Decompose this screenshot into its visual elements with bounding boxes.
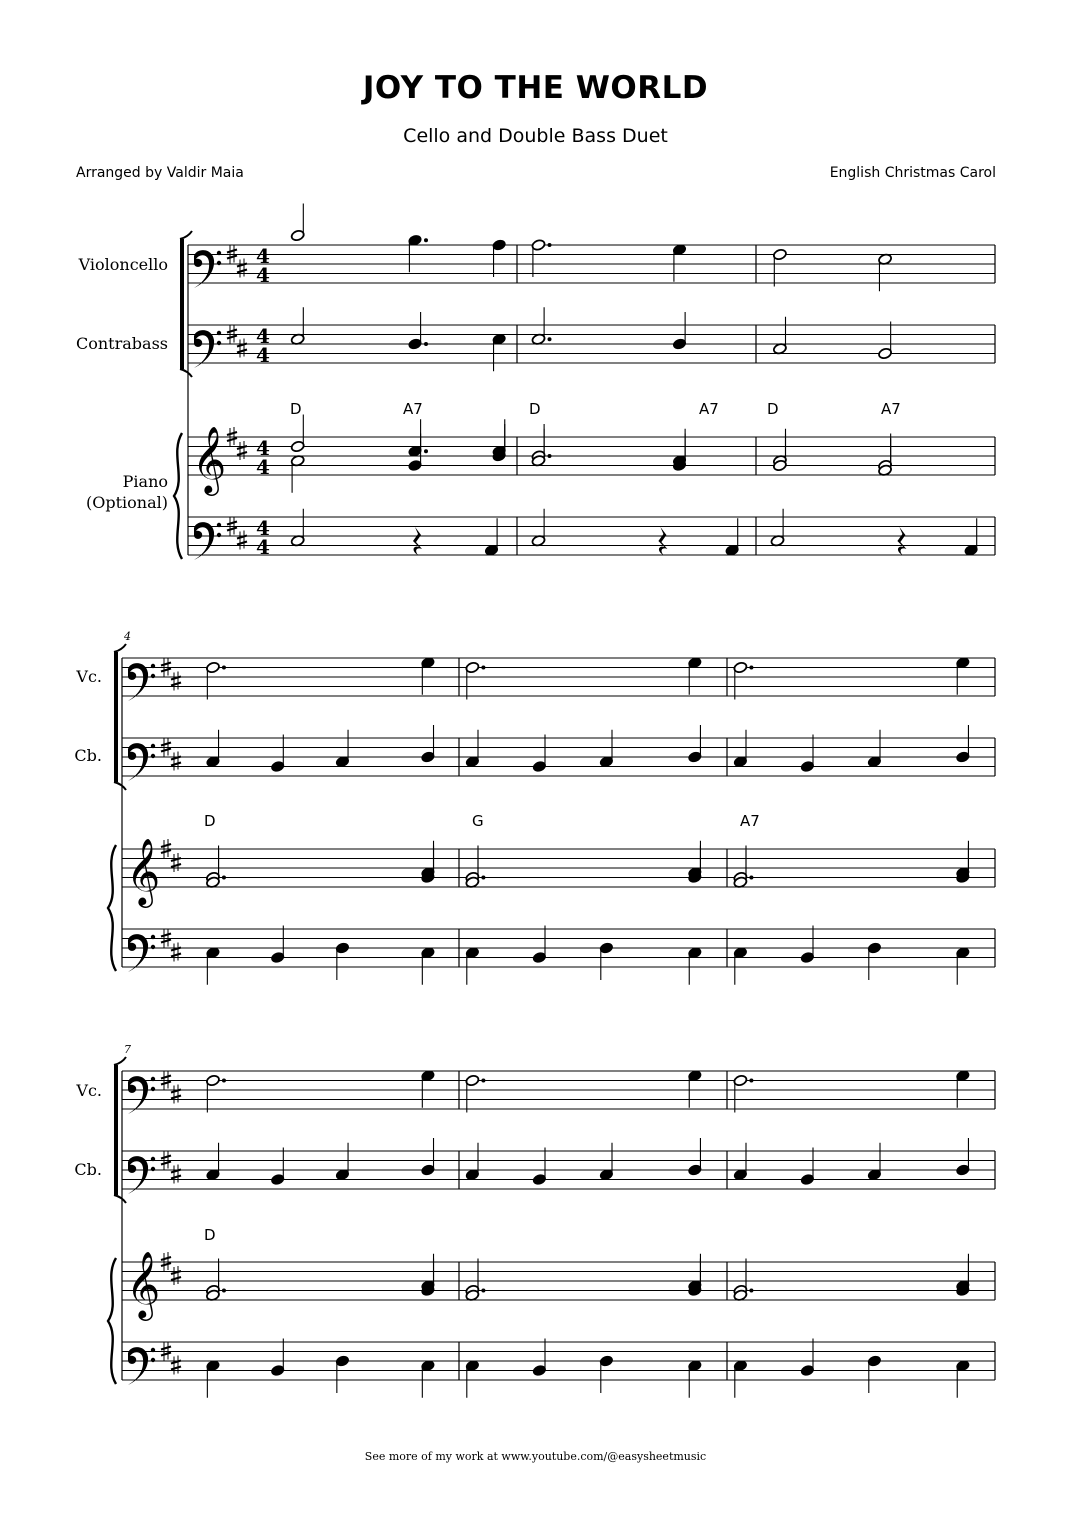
- time-signature: 4: [256, 436, 270, 460]
- note-dot: [481, 666, 485, 670]
- sharp-icon: [227, 250, 237, 253]
- bass-clef-icon: [128, 1347, 148, 1385]
- arranger-credit: Arranged by Valdir Maia: [76, 165, 244, 181]
- note-dot: [481, 1289, 485, 1293]
- sharp-icon: [161, 669, 171, 672]
- bass-clef-icon: [151, 1157, 155, 1161]
- sharp-icon: [161, 844, 171, 847]
- chord-symbol: D: [529, 400, 541, 418]
- sharp-icon: [237, 542, 247, 545]
- sharp-icon: [161, 663, 171, 666]
- measure-number: 7: [124, 1043, 131, 1056]
- sharp-icon: [161, 1263, 171, 1266]
- quarter-rest-icon: [897, 527, 906, 555]
- note-dot: [548, 454, 552, 458]
- sharp-icon: [227, 330, 237, 333]
- bass-clef-icon: [194, 330, 214, 368]
- sharp-icon: [161, 934, 171, 937]
- treble-clef-icon: 𝄞: [126, 837, 161, 905]
- instrument-label-vc: Vc.: [76, 667, 102, 686]
- bass-clef-icon: [128, 743, 148, 781]
- treble-clef-icon: 𝄞: [126, 1250, 161, 1318]
- chord-symbol: A7: [740, 812, 760, 830]
- system-bracket: [180, 369, 192, 377]
- bass-clef-icon: [217, 533, 221, 537]
- chord-symbol: A7: [881, 400, 901, 418]
- sharp-icon: [237, 452, 247, 455]
- sharp-icon: [171, 763, 181, 766]
- time-signature: 4: [256, 324, 270, 348]
- bass-clef-icon: [217, 331, 221, 335]
- note-dot: [749, 1079, 753, 1083]
- time-signature: 4: [256, 343, 270, 367]
- notation: [108, 204, 995, 1398]
- bass-clef-icon: [151, 1167, 155, 1171]
- note-dot: [749, 666, 753, 670]
- system-bracket: [114, 782, 126, 790]
- note-dot: [548, 337, 552, 341]
- footer-link-text: See more of my work at www.youtube.com/@easysheetmusic: [364, 1450, 707, 1463]
- time-signature: 4: [256, 244, 270, 268]
- piano-brace: [108, 845, 116, 971]
- bass-clef-icon: [194, 250, 214, 288]
- chord-symbol: D: [204, 1226, 216, 1244]
- measure-number: 4: [124, 630, 131, 643]
- sharp-icon: [161, 1082, 171, 1085]
- sharp-icon: [227, 522, 237, 525]
- piano-brace: [174, 433, 182, 559]
- time-signature: 4: [256, 516, 270, 540]
- instrument-label-contrabass: Contrabass: [76, 334, 168, 353]
- bass-clef-icon: [128, 663, 148, 701]
- sharp-icon: [161, 940, 171, 943]
- sharp-icon: [161, 1162, 171, 1165]
- page-subtitle: Cello and Double Bass Duet: [403, 125, 668, 147]
- instrument-label-cb: Cb.: [74, 746, 102, 765]
- system-bracket: [114, 652, 118, 782]
- system-bracket: [180, 231, 192, 239]
- note-dot: [222, 876, 226, 880]
- instrument-label-piano-optional: (Optional): [86, 493, 168, 512]
- bass-clef-icon: [217, 341, 221, 345]
- note-dot: [481, 1079, 485, 1083]
- sharp-icon: [227, 528, 237, 531]
- bass-clef-icon: [217, 523, 221, 527]
- sharp-icon: [161, 850, 171, 853]
- sharp-icon: [161, 743, 171, 746]
- system-bracket: [114, 1195, 126, 1203]
- instrument-label-vc: Vc.: [76, 1081, 102, 1100]
- sharp-icon: [227, 256, 237, 259]
- sharp-icon: [171, 683, 181, 686]
- system-bracket: [114, 644, 126, 652]
- time-signature: 4: [256, 263, 270, 287]
- bass-clef-icon: [151, 674, 155, 678]
- instrument-label-violoncello: Violoncello: [78, 255, 168, 274]
- instrument-label-cb: Cb.: [74, 1160, 102, 1179]
- sharp-icon: [161, 1257, 171, 1260]
- quarter-rest-icon: [413, 527, 422, 555]
- bass-clef-icon: [128, 1156, 148, 1194]
- note-dot: [548, 243, 552, 247]
- sharp-icon: [161, 1156, 171, 1159]
- note-dot: [222, 666, 226, 670]
- sharp-icon: [171, 954, 181, 957]
- time-signature: 4: [256, 455, 270, 479]
- bass-clef-icon: [151, 1087, 155, 1091]
- note-dot: [749, 1289, 753, 1293]
- bass-clef-icon: [151, 754, 155, 758]
- bass-clef-icon: [217, 251, 221, 255]
- system-bracket: [114, 1057, 126, 1065]
- bass-clef-icon: [151, 1348, 155, 1352]
- note-dot: [424, 342, 428, 346]
- piano-brace: [108, 1258, 116, 1384]
- note-dot: [222, 1079, 226, 1083]
- time-signature: 4: [256, 535, 270, 559]
- chord-symbol: A7: [403, 400, 423, 418]
- chord-symbol: D: [290, 400, 302, 418]
- bass-clef-icon: [217, 261, 221, 265]
- sharp-icon: [237, 350, 247, 353]
- note-dot: [481, 876, 485, 880]
- chord-symbol: D: [204, 812, 216, 830]
- page-title: JOY TO THE WORLD: [362, 70, 709, 106]
- note-dot: [222, 1289, 226, 1293]
- sharp-icon: [161, 1076, 171, 1079]
- instrument-labels: [74, 255, 168, 1179]
- note-dot: [749, 876, 753, 880]
- note-dot: [424, 238, 428, 242]
- bass-clef-icon: [194, 522, 214, 560]
- note-dot: [424, 449, 428, 453]
- bass-clef-icon: [128, 1076, 148, 1114]
- sharp-icon: [171, 1277, 181, 1280]
- bass-clef-icon: [151, 945, 155, 949]
- sharp-icon: [161, 1353, 171, 1356]
- chord-symbol: A7: [699, 400, 719, 418]
- sharp-icon: [171, 1176, 181, 1179]
- chord-symbol: G: [472, 812, 484, 830]
- bass-clef-icon: [128, 934, 148, 972]
- sharp-icon: [227, 438, 237, 441]
- sharp-icon: [161, 749, 171, 752]
- sharp-icon: [171, 1367, 181, 1370]
- composer-credit: English Christmas Carol: [829, 165, 996, 181]
- bass-clef-icon: [151, 664, 155, 668]
- bass-clef-icon: [151, 1077, 155, 1081]
- quarter-rest-icon: [658, 527, 667, 555]
- system-bracket: [114, 1065, 118, 1195]
- treble-clef-icon: 𝄞: [192, 425, 227, 493]
- sharp-icon: [171, 864, 181, 867]
- bass-clef-icon: [151, 935, 155, 939]
- sharp-icon: [227, 432, 237, 435]
- sharp-icon: [237, 270, 247, 273]
- bass-clef-icon: [151, 744, 155, 748]
- sharp-icon: [227, 336, 237, 339]
- bass-clef-icon: [151, 1358, 155, 1362]
- system-bracket: [180, 239, 184, 369]
- chord-symbol: D: [767, 400, 779, 418]
- sharp-icon: [161, 1347, 171, 1350]
- sharp-icon: [171, 1096, 181, 1099]
- instrument-label-piano: Piano: [122, 472, 168, 491]
